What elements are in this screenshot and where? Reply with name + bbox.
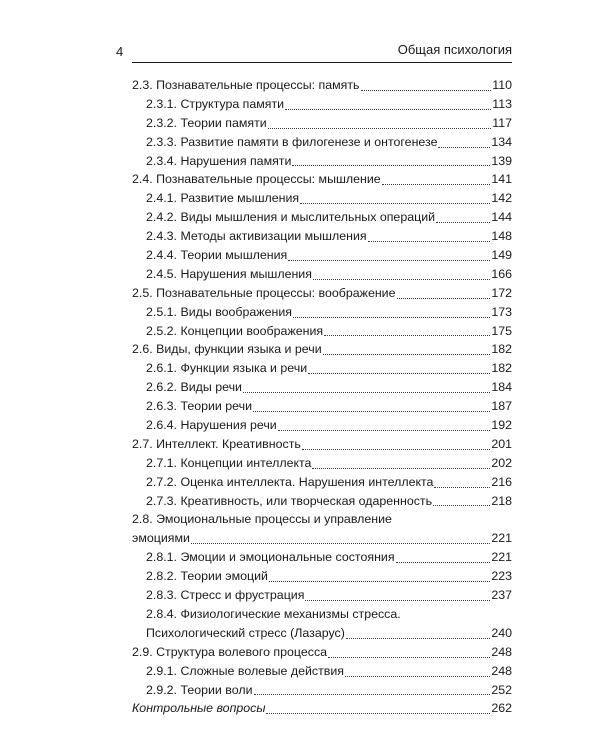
- toc-entry-title: 2.4.5. Нарушения мышления: [146, 266, 312, 281]
- toc-entry-page: 237: [491, 588, 512, 603]
- toc-entry-page: 117: [492, 115, 512, 130]
- dot-leader: [382, 184, 491, 185]
- toc-entry-title: 2.6.1. Функции языка и речи: [146, 361, 308, 376]
- toc-entry-title: 2.7.3. Креативность, или творческая одаренность: [146, 493, 433, 508]
- toc-entry-title: 2.5.2. Концепции воображения: [146, 323, 324, 338]
- dot-leader: [434, 487, 490, 488]
- dot-leader: [345, 676, 490, 677]
- toc-entry-page: 110: [492, 78, 512, 92]
- dot-leader: [278, 430, 491, 431]
- toc-entry-title: 2.4.3. Методы активизации мышления: [146, 229, 367, 244]
- toc-entry-page: 149: [491, 248, 512, 263]
- toc-entry: [132, 624, 512, 643]
- toc-entry-page: 262: [491, 701, 512, 716]
- toc-entry: [132, 435, 512, 454]
- toc-entry: [132, 133, 512, 152]
- toc-entry-title-line1: 2.8.4. Физиологические механизмы стресса.: [146, 606, 401, 621]
- toc-entry: [132, 170, 512, 189]
- toc-entry-title: 2.4.2. Виды мышления и мыслительных операций: [146, 210, 436, 225]
- toc-entry: [132, 416, 512, 435]
- toc-entry-title: 2.8.1. Эмоции и эмоциональные состояния: [146, 550, 395, 565]
- page-number: 4: [116, 44, 124, 59]
- header-rule: [132, 62, 512, 63]
- toc-entry-title: 2.5. Познавательные процессы: воображение: [132, 285, 396, 300]
- toc-entry-title: 2.3.3. Развитие памяти в филогенезе и онтогенезе: [146, 134, 438, 149]
- running-title: Общая психология: [397, 42, 512, 57]
- toc-entry-title: 2.3.4. Нарушения памяти: [146, 153, 292, 168]
- toc-entry-page: 201: [491, 436, 512, 451]
- toc-entry-page: 144: [491, 210, 512, 225]
- toc-entry-page: 223: [491, 569, 512, 584]
- table-of-contents: [132, 76, 512, 718]
- dot-leader: [361, 90, 492, 91]
- toc-entry: [132, 359, 512, 378]
- toc-entry-title: 2.3. Познавательные процессы: память: [132, 78, 360, 92]
- dot-leader: [313, 279, 490, 280]
- toc-entry: [132, 189, 512, 208]
- toc-entry-title: 2.4.1. Развитие мышления: [146, 191, 300, 206]
- toc-entry: [132, 567, 512, 586]
- toc-entry: [132, 76, 512, 95]
- toc-entry-line: [132, 510, 512, 529]
- toc-entry: [132, 529, 512, 548]
- toc-entry: [132, 492, 512, 511]
- toc-entry-title: 2.7.1. Концепции интеллекта: [146, 455, 312, 470]
- toc-entry-title-line1: 2.8. Эмоциональные процессы и управление: [132, 512, 392, 527]
- toc-entry-title: 2.7.2. Оценка интеллекта. Нарушения интеллекта: [146, 474, 434, 489]
- toc-entry-title: 2.6.2. Виды речи: [146, 380, 242, 395]
- dot-leader: [308, 373, 490, 374]
- toc-entry: [132, 643, 512, 662]
- toc-entry-page: 248: [491, 663, 512, 678]
- toc-entry-title: 2.9.1. Сложные волевые действия: [146, 663, 345, 678]
- toc-entry: [132, 378, 512, 397]
- toc-entry-page: 221: [491, 531, 512, 546]
- dot-leader: [285, 109, 491, 110]
- toc-entry-title: Контрольные вопросы: [132, 701, 266, 716]
- dot-leader: [328, 657, 490, 658]
- toc-entry-line: [132, 605, 512, 624]
- toc-entry-title: 2.4.4. Теории мышления: [146, 248, 288, 263]
- toc-entry: [132, 454, 512, 473]
- toc-entry-page: 202: [491, 455, 512, 470]
- toc-entry-title: 2.9. Структура волевого процесса: [132, 644, 328, 659]
- dot-leader: [346, 638, 490, 639]
- dot-leader: [253, 411, 490, 412]
- toc-entry: [132, 227, 512, 246]
- dot-leader: [300, 203, 490, 204]
- toc-entry-page: 218: [491, 493, 512, 508]
- toc-entry-title: 2.3.1. Структура памяти: [146, 96, 285, 111]
- toc-entry-title: 2.3.2. Теории памяти: [146, 115, 267, 130]
- toc-entry-title: 2.6.3. Теории речи: [146, 399, 253, 414]
- toc-entry-page: 113: [492, 96, 512, 111]
- toc-entry: [132, 340, 512, 359]
- toc-entry-title: 2.9.2. Теории воли: [146, 682, 253, 697]
- dot-leader: [293, 317, 490, 318]
- toc-entry-page: 216: [491, 474, 512, 489]
- toc-entry-title: 2.4. Познавательные процессы: мышление: [132, 172, 381, 187]
- dot-leader: [323, 354, 491, 355]
- toc-entry-title: 2.8.3. Стресс и фрустрация: [146, 588, 305, 603]
- toc-entry-page: 141: [491, 172, 512, 187]
- toc-entry: [132, 114, 512, 133]
- toc-entry-page: 172: [491, 285, 512, 300]
- dot-leader: [191, 543, 490, 544]
- toc-entry: [132, 586, 512, 605]
- dot-leader: [305, 600, 490, 601]
- dot-leader: [302, 449, 490, 450]
- toc-entry-title: эмоциями: [132, 531, 190, 546]
- toc-entry: [132, 284, 512, 303]
- toc-entry: [132, 473, 512, 492]
- dot-leader: [312, 468, 490, 469]
- toc-entry-page: 142: [491, 191, 512, 206]
- dot-leader: [292, 165, 490, 166]
- toc-entry-page: 240: [491, 625, 512, 640]
- dot-leader: [438, 147, 490, 148]
- toc-entry: [132, 699, 512, 718]
- toc-entry: [132, 322, 512, 341]
- toc-entry: [132, 681, 512, 700]
- toc-entry-title: Психологический стресс (Лазарус): [146, 625, 345, 640]
- toc-entry-page: 187: [491, 399, 512, 414]
- dot-leader: [269, 581, 490, 582]
- toc-entry-page: 252: [491, 682, 512, 697]
- toc-entry-page: 248: [491, 644, 512, 659]
- toc-entry: [132, 548, 512, 567]
- dot-leader: [368, 241, 491, 242]
- toc-entry: [132, 95, 512, 114]
- toc-entry-page: 139: [491, 153, 512, 168]
- toc-entry-page: 182: [491, 342, 512, 357]
- dot-leader: [288, 260, 490, 261]
- toc-entry-page: 166: [491, 266, 512, 281]
- toc-entry: [132, 397, 512, 416]
- dot-leader: [396, 562, 491, 563]
- toc-entry: [132, 303, 512, 322]
- toc-entry-title: 2.6.4. Нарушения речи: [146, 418, 277, 433]
- dot-leader: [254, 694, 491, 695]
- toc-entry-title: 2.5.1. Виды воображения: [146, 304, 292, 319]
- dot-leader: [397, 298, 491, 299]
- toc-entry-page: 175: [491, 323, 512, 338]
- toc-entry-title: 2.6. Виды, функции языка и речи: [132, 342, 322, 357]
- toc-entry-page: 192: [491, 418, 512, 433]
- toc-entry-page: 182: [491, 361, 512, 376]
- dot-leader: [268, 128, 492, 129]
- toc-entry-page: 148: [491, 229, 512, 244]
- toc-entry: [132, 246, 512, 265]
- toc-entry: [132, 662, 512, 681]
- toc-entry-title: 2.7. Интеллект. Креативность: [132, 436, 301, 451]
- dot-leader: [436, 222, 490, 223]
- toc-entry: [132, 152, 512, 171]
- toc-entry-page: 134: [491, 134, 512, 149]
- dot-leader: [433, 505, 490, 506]
- dot-leader: [324, 335, 490, 336]
- toc-entry-page: 221: [491, 550, 512, 565]
- toc-entry: [132, 265, 512, 284]
- dot-leader: [243, 392, 490, 393]
- toc-entry-page: 173: [491, 304, 512, 319]
- toc-entry: [132, 208, 512, 227]
- toc-entry-title: 2.8.2. Теории эмоций: [146, 569, 268, 584]
- dot-leader: [266, 713, 490, 714]
- toc-entry-page: 184: [491, 380, 512, 395]
